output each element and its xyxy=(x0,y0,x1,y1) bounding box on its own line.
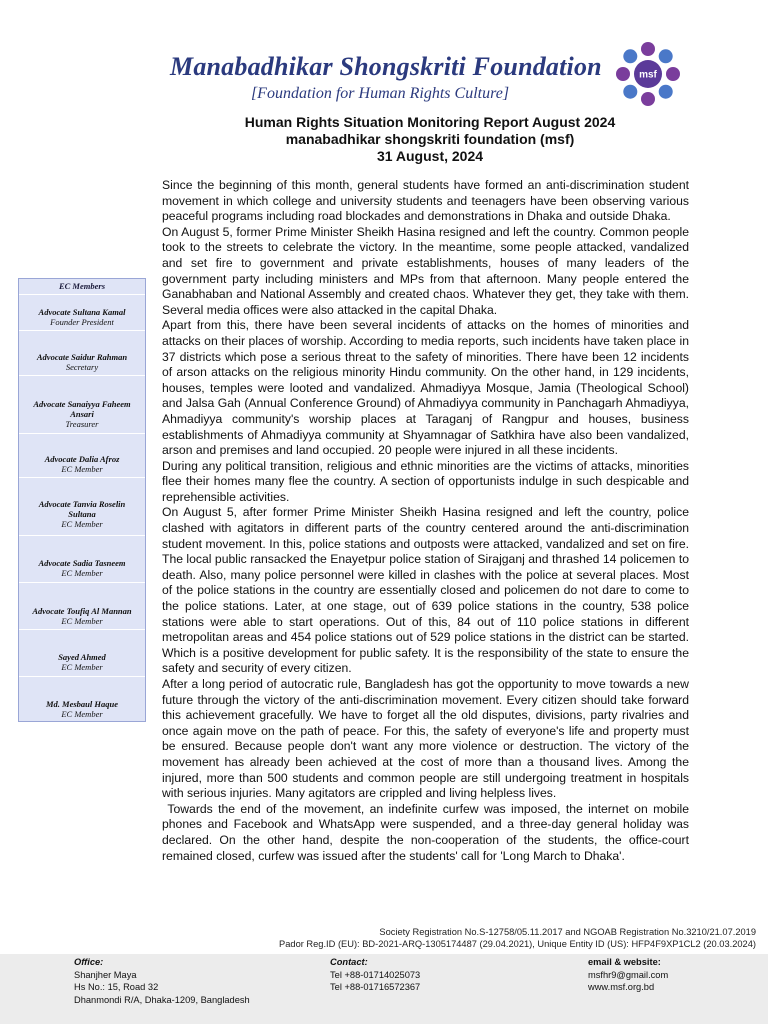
member-name: Md. Mesbaul Haque xyxy=(45,699,119,709)
ec-member xyxy=(19,307,145,327)
member-role: EC Member xyxy=(61,616,103,626)
footer-registration xyxy=(60,926,756,950)
ec-member xyxy=(19,499,145,529)
office-line: Dhanmondi R/A, Dhaka-1209, Bangladesh xyxy=(74,994,250,1005)
body-paragraph: On August 5, after former Prime Minister Sheikh Hasina resigned and left the country, police clashed with agitators in different parts of the country centered around the anti-discrimination student movement. In this, police stations and outposts were attacked, vandalized and set on fire. The local public ransacked the Enayetpur police station of Sirajganj and thrashed 14 policemen to death. Also, many police personnel were killed in clashes with the police at several places. Most of the police stations in the country are essentially closed and policemen do not dare to come to the police stations. Later, at one stage, out of 639 police stations in the country, 538 police stations were able to start operations. Out of this, 84 out of 110 police stations in different metropolitan areas and 454 police stations out of 529 police stations in the district can be started. Which is a positive development for public safety. It is the responsibility of the state to ensure the safety and security of every citizen. xyxy=(162,505,689,676)
sidebar-divider xyxy=(19,330,145,331)
member-role: EC Member xyxy=(61,464,103,474)
body-paragraph: On August 5, former Prime Minister Sheikh Hasina resigned and left the country. Common people took to the streets to celebrate the victory. In the meantime, some people attacked, vandalized and set fire to government and private establishments, houses of many leaders of the government party including ministers and MPs from that afternoon. Many people entered the Ganabhaban and National Assembly and created chaos. Whatever they get, they take with them. Several media offices were also attacked in the capital Dhaka. xyxy=(162,224,689,317)
office-heading: Office: xyxy=(74,957,104,967)
contact-phone[interactable]: Tel +88-01716572367 xyxy=(330,982,421,992)
footer-office xyxy=(74,956,250,1006)
sidebar-divider xyxy=(19,477,145,478)
body-paragraph: Since the beginning of this month, general students have formed an anti-discrimination student movement in which college and university students and teenagers have been observing various peaceful programs including road blockades and demonstrations in Dhaka and outside Dhaka. xyxy=(162,178,689,224)
ec-member xyxy=(19,699,145,719)
member-name: Advocate Saidur Rahman xyxy=(36,352,128,362)
ec-member xyxy=(19,399,145,429)
ec-member xyxy=(19,558,145,578)
ec-member xyxy=(19,352,145,372)
member-name: Advocate Sultana Kamal xyxy=(38,307,126,317)
body-paragraph: After a long period of autocratic rule, Bangladesh has got the opportunity to move towards a new future through the victory of the anti-discrimination movement. Every citizen should take forward this achievement gracefully. We have to forget all the old disputes, divisions, party rivalries and once again move on the path of peace. For this, the safety of everyone's life and property must be ensured. Because people don't want any more violence or destruction. The victory of the movement has already been achieved at the cost of more than a thousand lives. Among the injured, more than 500 students and common people are still undergoing treatment in hospitals with serious injuries. Many agitators are crippled and living helpless lives. xyxy=(162,677,689,801)
member-name: Advocate Sanaiyya Faheem Ansari xyxy=(33,399,131,419)
member-role: Founder President xyxy=(50,317,114,327)
ec-members-heading: EC Members xyxy=(58,281,106,291)
footer-bar xyxy=(0,954,768,1024)
ec-member xyxy=(19,652,145,672)
body-paragraph: During any political transition, religious and ethnic minorities are the victims of attacks, minorities flee their homes many flee the country. A section of opportunists indulge in such despicable and reprehensible activities. xyxy=(162,458,689,504)
member-name: Advocate Dalia Afroz xyxy=(44,454,120,464)
contact-phone[interactable]: Tel +88-01714025073 xyxy=(330,969,421,980)
contact-heading: Contact: xyxy=(330,957,368,967)
sidebar-divider xyxy=(19,535,145,536)
email-link[interactable]: msfhr9@gmail.com xyxy=(588,969,669,980)
report-body xyxy=(162,178,693,864)
org-tagline: [Foundation for Human Rights Culture] xyxy=(250,85,510,102)
member-name: Advocate Sadia Tasneem xyxy=(38,558,126,568)
web-heading: email & website: xyxy=(588,957,661,967)
body-paragraph: Towards the end of the movement, an indefinite curfew was imposed, the internet on mobile phones and Facebook and WhatsApp were suspended, and a three-day general holiday was declared. On the other hand, despite the non-cooperation of the students, the office-court remained closed, curfew was issued after the students' call for 'Long March to Dhaka'. xyxy=(162,801,693,863)
report-heading xyxy=(170,114,690,165)
sidebar-divider xyxy=(19,629,145,630)
member-role: EC Member xyxy=(61,709,103,719)
footer-web xyxy=(588,956,668,994)
member-name: Sayed Ahmed xyxy=(58,652,106,662)
member-role: EC Member xyxy=(61,568,103,578)
sidebar-divider xyxy=(19,676,145,677)
report-date: 31 August, 2024 xyxy=(376,148,484,164)
org-name: Manabadhikar Shongskriti Foundation xyxy=(170,52,602,81)
member-name: Advocate Tanvia Roselin Sultana xyxy=(38,499,126,519)
msf-logo xyxy=(612,38,684,110)
sidebar-divider xyxy=(19,433,145,434)
sidebar-divider xyxy=(19,294,145,295)
member-name: Advocate Toufiq Al Mannan xyxy=(32,606,132,616)
ec-member xyxy=(19,606,145,626)
sidebar-divider xyxy=(19,375,145,376)
report-title: Human Rights Situation Monitoring Report August 2024 xyxy=(244,114,616,130)
registration-line: Pador Reg.ID (EU): BD-2021-ARQ-1305174487 (29.04.2021), Unique Entity ID (US): HFP4F9XP1CL2 (20.03.2024) xyxy=(279,939,756,949)
member-role: Secretary xyxy=(65,362,99,372)
registration-line: Society Registration No.S-12758/05.11.2017 and NGOAB Registration No.3210/21.07.2019 xyxy=(379,927,756,937)
website-link[interactable]: www.msf.org.bd xyxy=(588,982,655,992)
member-role: EC Member xyxy=(61,519,103,529)
office-line: Shanjher Maya xyxy=(74,969,137,980)
footer-contact xyxy=(330,956,420,994)
member-role: Treasurer xyxy=(65,419,99,429)
ec-members-sidebar xyxy=(18,278,146,722)
logo-text: msf xyxy=(639,69,657,81)
report-org: manabadhikar shongskriti foundation (msf) xyxy=(285,131,575,147)
office-line: Hs No.: 15, Road 32 xyxy=(74,982,159,992)
body-paragraph: Apart from this, there have been several incidents of attacks on the homes of minorities and attacks on their places of worship. According to media reports, such incidents have taken place in 37 districts which pose a serious threat to the safety of minorities. There have been 12 incidents of arson attacks on the religious minority Hindu community. On the other hand, in 129 incidents, houses, temples were looted and vandalized. Ahmadiyya Mosque, Jamia (Theological School) and Jalsa Gah (Annual Conference Ground) of Ahmadiyya community in Panchagarh Ahmadiyya, Ahmadiyya community's worship places at Taraganj of Rangpur and houses, business establishments of Ahmadiyya community at Shyamnagar of Satkhira have also been vandalized, arson and premises and land occupied. 20 people were injured in all these incidents. xyxy=(162,318,689,458)
sidebar-divider xyxy=(19,582,145,583)
ec-member xyxy=(19,454,145,474)
member-role: EC Member xyxy=(61,662,103,672)
